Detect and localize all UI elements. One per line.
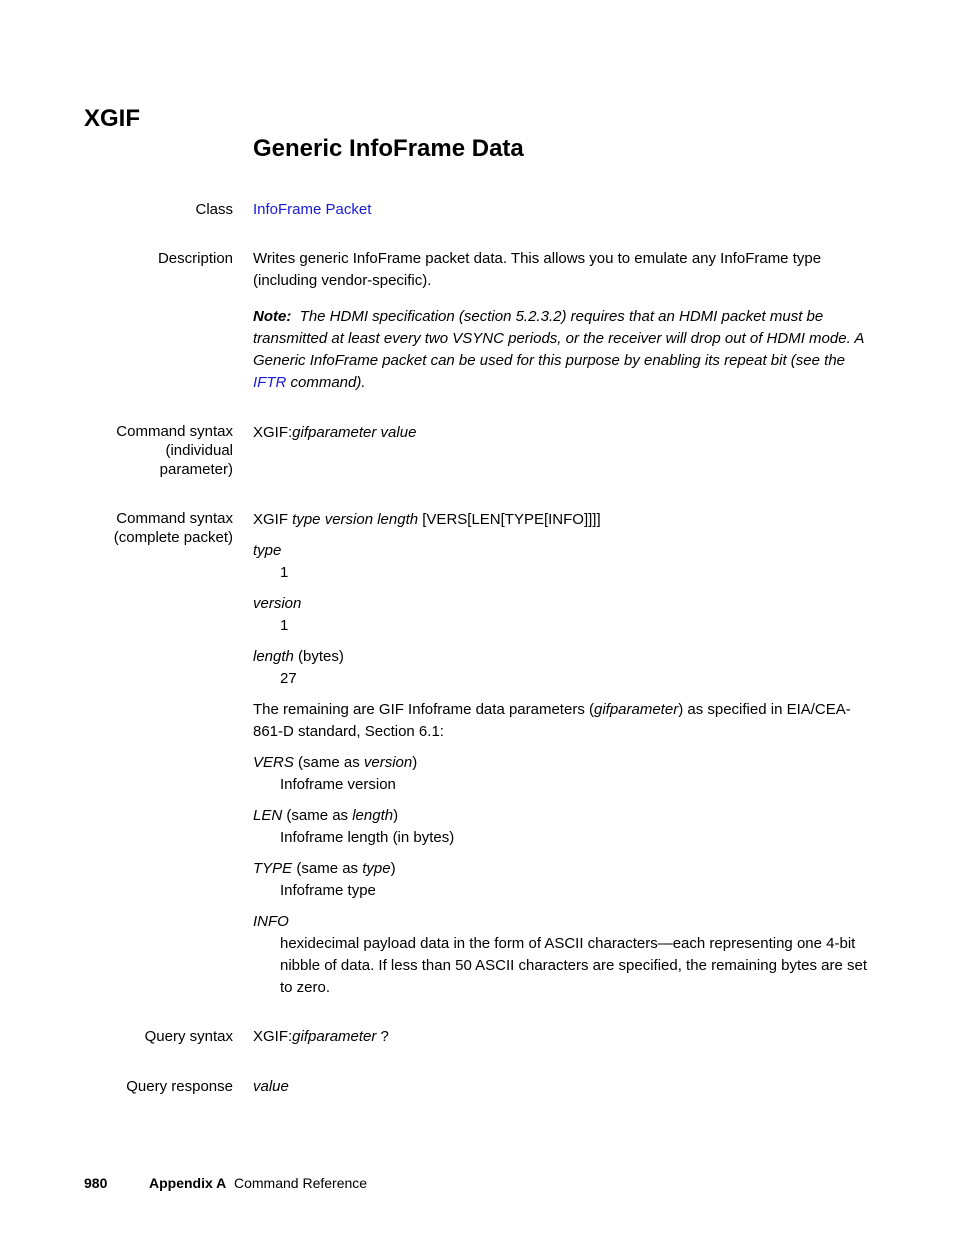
param-vers: VERS (same as version) Infoframe version: [253, 754, 418, 793]
query-response: value: [253, 1078, 289, 1095]
footer-appendix: Appendix A: [149, 1175, 227, 1191]
command-title: Generic InfoFrame Data: [253, 135, 524, 162]
class-link[interactable]: InfoFrame Packet: [253, 201, 372, 218]
syntax-individual: XGIF:gifparameter value: [253, 424, 417, 441]
param-len: LEN (same as length) Infoframe length (in bytes): [253, 807, 455, 846]
query-response-label: Query response: [126, 1078, 233, 1095]
note-label: Note:: [253, 308, 292, 325]
note-text-end: command).: [290, 374, 366, 391]
query-syntax-label: Query syntax: [144, 1028, 233, 1045]
class-label: Class: [195, 201, 233, 218]
note-text: The HDMI specification (section 5.2.3.2) requires that an HDMI packet must be transmitted at least every two VSYNC periods, or the receiver will drop out of HDMI mode. A Generic InfoFrame packet can be used for this purpose by enabling its repeat bit (see the: [253, 308, 864, 369]
syntax-complete-label: Command syntax (complete packet): [113, 510, 233, 546]
param-type: type 1: [253, 542, 289, 581]
query-syntax: XGIF:gifparameter ?: [253, 1028, 389, 1045]
page-number: 980: [84, 1175, 108, 1191]
param-length: length (bytes) 27: [253, 648, 344, 687]
footer-section: Command Reference: [234, 1175, 368, 1191]
description-text: Writes generic InfoFrame packet data. This allows you to emulate any InfoFrame type (including vendor-specific).: [253, 250, 822, 289]
class-value: [253, 199, 873, 221]
param-version: version 1: [253, 595, 302, 634]
description-label: Description: [157, 250, 233, 267]
remaining-paragraph: The remaining are GIF Infoframe data parameters (gifparameter) as specified in EIA/CEA-861-D standard, Section 6.1:: [253, 701, 851, 740]
note-paragraph: [253, 306, 873, 394]
command-name: XGIF: [84, 105, 141, 132]
syntax-individual-label: Command syntax (individual parameter): [116, 423, 233, 478]
syntax-complete: XGIF type version length [VERS[LEN[TYPE[INFO]]]]: [253, 511, 601, 528]
param-info: INFO hexidecimal payload data in the form of ASCII characters—each representing one 4-bit nibble of data. If less than 50 ASCII characters are specified, the remaining bytes are set to zero.: [253, 913, 867, 996]
iftr-link[interactable]: IFTR: [253, 374, 287, 391]
param-type2: TYPE (same as type) Infoframe type: [253, 860, 396, 899]
